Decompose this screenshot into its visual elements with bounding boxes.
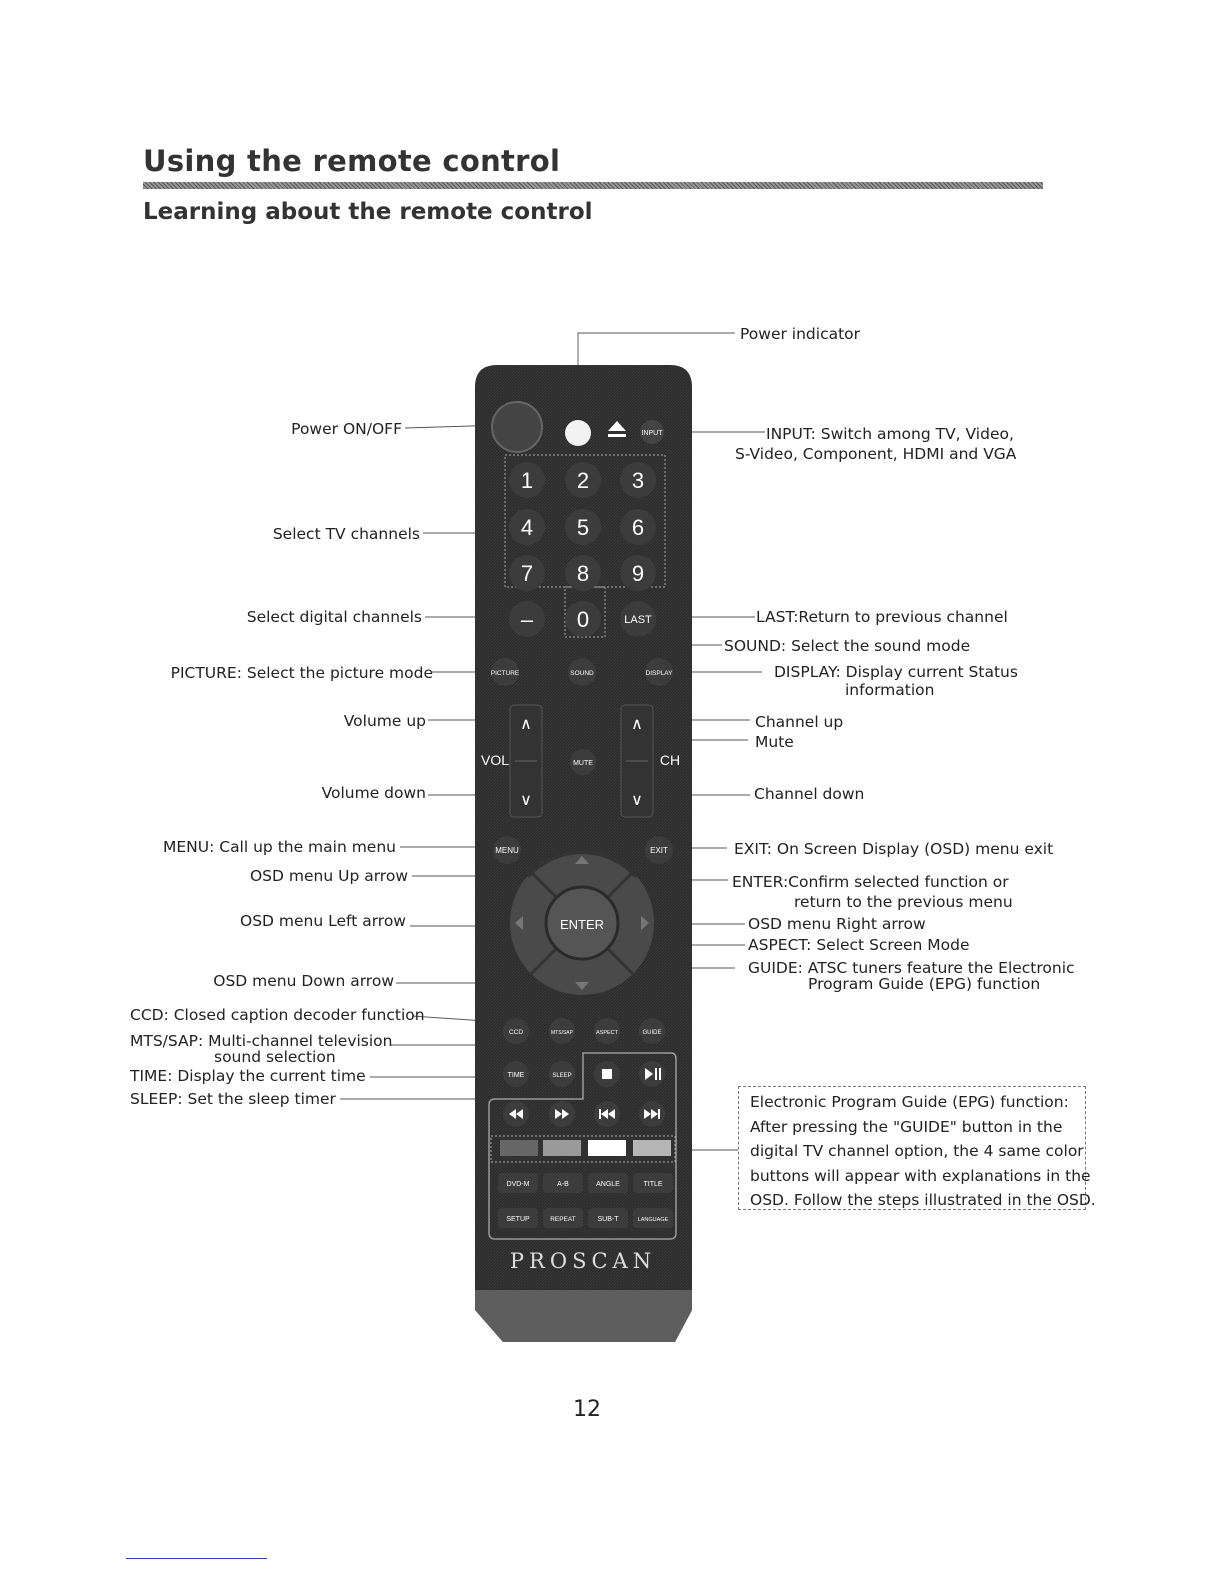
power-button <box>492 402 542 452</box>
sleep-button: SLEEP <box>552 1073 572 1079</box>
remote-bottom <box>475 1290 692 1342</box>
num-4: 4 <box>520 515 534 540</box>
ch-up-icon: ∧ <box>631 716 643 733</box>
label-sleep: SLEEP: Set the sleep timer <box>130 1090 336 1108</box>
num-7: 7 <box>520 561 534 586</box>
num-6: 6 <box>631 515 645 540</box>
num-8: 8 <box>576 561 590 586</box>
last-button: LAST <box>624 614 652 626</box>
aspect-button: ASPECT <box>595 1030 619 1036</box>
label-ccd: CCD: Closed caption decoder function <box>130 1006 425 1024</box>
label-channel-up: Channel up <box>755 713 844 731</box>
num-5: 5 <box>576 515 590 540</box>
picture-button: PICTURE <box>490 670 520 677</box>
label-enter-1: ENTER:Confirm selected function or <box>732 873 1009 891</box>
label-last: LAST:Return to previous channel <box>756 608 1008 626</box>
num-3: 3 <box>631 468 645 493</box>
power-indicator <box>565 420 591 446</box>
mts-button: MTS/SAP <box>551 1030 573 1036</box>
label-mute: Mute <box>755 733 794 751</box>
guide-button: GUIDE <box>642 1030 662 1036</box>
label-channel-down: Channel down <box>754 785 865 803</box>
epg-line-3: digital TV channel option, the 4 same color <box>750 1142 1084 1160</box>
label-sound: SOUND: Select the sound mode <box>724 637 971 655</box>
label-exit: EXIT: On Screen Display (OSD) menu exit <box>734 840 1054 858</box>
label-aspect: ASPECT: Select Screen Mode <box>748 936 970 954</box>
label-display-2: information <box>845 681 935 699</box>
num-1: 1 <box>520 468 534 493</box>
epg-note <box>738 1086 1096 1210</box>
label-select-digital: Select digital channels <box>246 608 422 626</box>
epg-line-5: OSD. Follow the steps illustrated in the OSD. <box>750 1191 1096 1209</box>
vol-down-icon: ∨ <box>520 792 532 809</box>
num-9: 9 <box>631 561 645 586</box>
label-mts-2: sound selection <box>214 1048 336 1066</box>
color-key-1 <box>500 1140 538 1156</box>
vol-up-icon: ∧ <box>520 716 532 733</box>
language-button: LANGUAGE <box>637 1217 669 1223</box>
label-time: TIME: Display the current time <box>130 1067 366 1085</box>
repeat-button: REPEAT <box>550 1216 576 1223</box>
channel-rocker <box>621 705 653 817</box>
brand-logo: PROSCAN <box>509 1249 657 1273</box>
label-input-1: INPUT: Switch among TV, Video, <box>766 425 1014 443</box>
label-select-tv: Select TV channels <box>272 525 420 543</box>
footer-rule <box>126 1558 267 1559</box>
display-button: DISPLAY <box>645 670 673 677</box>
menu-button: MENU <box>495 846 519 855</box>
label-enter-2: return to the previous menu <box>794 893 1013 911</box>
num-2: 2 <box>576 468 590 493</box>
epg-line-4: buttons will appear with explanations in the <box>750 1166 1091 1185</box>
dvdm-button: DVD-M <box>506 1181 530 1188</box>
label-volume-down: Volume down <box>321 784 426 802</box>
label-guide-2: Program Guide (EPG) function <box>808 975 1041 993</box>
num-0: 0 <box>576 607 590 632</box>
page-subtitle: Learning about the remote control <box>143 199 593 225</box>
label-osd-down: OSD menu Down arrow <box>213 972 394 990</box>
color-key-4 <box>633 1140 671 1156</box>
vol-label: VOL <box>480 752 510 768</box>
exit-button: EXIT <box>650 846 668 855</box>
label-display-1: DISPLAY: Display current Status <box>774 663 1018 681</box>
dash-button: – <box>520 607 534 632</box>
label-input-2: S-Video, Component, HDMI and VGA <box>735 445 1017 463</box>
ccd-button: CCD <box>508 1029 524 1036</box>
label-menu: MENU: Call up the main menu <box>162 838 396 856</box>
page-title: Using the remote control <box>143 144 561 178</box>
label-power-onoff: Power ON/OFF <box>291 420 402 438</box>
sound-button: SOUND <box>570 670 594 677</box>
volume-rocker <box>510 705 542 817</box>
setup-button: SETUP <box>506 1216 530 1223</box>
ab-button: A-B <box>557 1181 569 1188</box>
label-picture: PICTURE: Select the picture mode <box>170 664 433 682</box>
label-guide-1: GUIDE: ATSC tuners feature the Electronic <box>748 959 1075 977</box>
title-button: TITLE <box>643 1181 663 1188</box>
label-power-indicator: Power indicator <box>740 325 861 343</box>
color-key-2 <box>543 1140 581 1156</box>
label-volume-up: Volume up <box>343 712 426 730</box>
epg-line-2: After pressing the "GUIDE" button in the <box>750 1117 1063 1136</box>
remote-control <box>475 365 692 1342</box>
label-osd-right: OSD menu Right arrow <box>748 915 926 933</box>
color-key-3 <box>588 1140 626 1156</box>
ch-label: CH <box>659 752 681 768</box>
input-button-label: INPUT <box>641 430 663 437</box>
enter-button: ENTER <box>559 917 605 932</box>
angle-button: ANGLE <box>596 1181 620 1188</box>
label-osd-up: OSD menu Up arrow <box>249 867 408 885</box>
label-mts-1: MTS/SAP: Multi-channel television <box>130 1032 393 1050</box>
label-osd-left: OSD menu Left arrow <box>240 912 406 930</box>
ch-down-icon: ∨ <box>631 792 643 809</box>
epg-line-1: Electronic Program Guide (EPG) function: <box>750 1093 1069 1111</box>
stop-icon <box>602 1069 612 1079</box>
page-number: 12 <box>573 1397 601 1422</box>
time-button: TIME <box>507 1072 525 1079</box>
subt-button: SUB-T <box>597 1216 619 1223</box>
mute-button: MUTE <box>573 760 593 767</box>
